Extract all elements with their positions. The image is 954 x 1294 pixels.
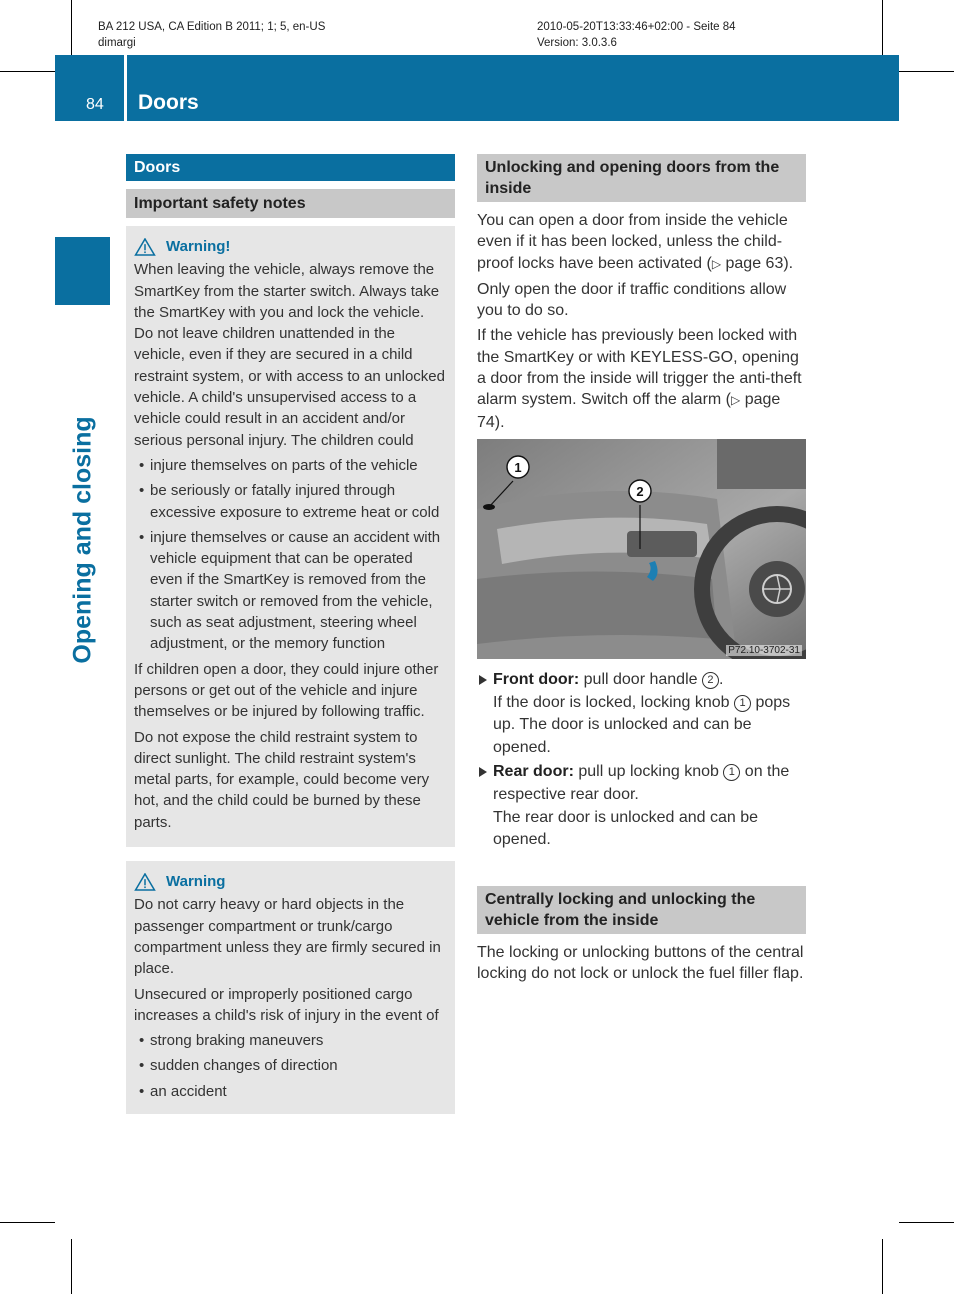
warning-paragraph: When leaving the vehicle, always remove the SmartKey from the starter switch. Always take the SmartKey with you and lock the vehicle. Do not leave children unattended in the vehicle, even if they are secured in a child restraint system, or with access to an unlocked vehicle. A child's unsupervised access to a vehicle could result in an accident and/or serious personal injury. The children could [134, 261, 445, 449]
warning-box [126, 861, 455, 1114]
door-interior-photo [477, 439, 806, 659]
callout-2-icon: 2 [702, 672, 719, 689]
warning-title-text: Warning [166, 873, 226, 891]
step-text: If the door is locked, locking knob [493, 693, 735, 711]
instruction-steps [477, 669, 806, 852]
crop-mark [882, 0, 883, 55]
print-meta-left [98, 19, 325, 51]
meta-line: 2010-05-20T13:33:46+02:00 - Seite 84 [537, 21, 736, 33]
body-text [477, 210, 806, 433]
body-text [477, 942, 806, 985]
paragraph: The locking or unlocking buttons of the central locking do not lock or unlock the fuel filler flap. [477, 943, 804, 983]
step-text: pops up. The door is unlocked and can be opened. [493, 693, 791, 756]
page-title: Doors [138, 91, 199, 114]
list-item: • sudden changes of direction [134, 1055, 447, 1076]
step-text: The rear door is unlocked and can be opened. [493, 808, 759, 849]
list-item [477, 761, 806, 851]
page-ref-link[interactable]: page 74 [477, 391, 781, 431]
paragraph-text: You can open a door from inside the vehicle even if it has been locked, unless the child-proof locks have been activated ( [477, 212, 788, 272]
side-tab-marker [55, 237, 110, 305]
crop-mark [882, 1239, 883, 1294]
page-ref-arrow-icon: ▷ [711, 256, 722, 271]
list-item [477, 669, 806, 759]
list-item: • injure themselves or cause an accident with vehicle equipment that can be operated even if the SmartKey is removed from the starter switch or removed from the vehicle, such as seat adjustment, steering wheel adjustment, or the memory function [134, 527, 447, 655]
section-heading-doors: Doors [126, 154, 455, 181]
header-divider [124, 55, 127, 121]
warning-triangle-icon [134, 873, 156, 891]
meta-line: BA 212 USA, CA Edition B 2011; 1; 5, en-US [98, 21, 326, 33]
page-number: 84 [86, 96, 104, 113]
step-label: Front door: [493, 670, 580, 688]
callout-1-icon: 1 [734, 695, 751, 712]
meta-line: Version: 3.0.3.6 [537, 37, 617, 49]
side-tab-label: Opening and closing [68, 416, 97, 664]
step-text: . [718, 670, 724, 688]
list-item: • an accident [134, 1081, 447, 1102]
paragraph-text: ). [783, 254, 794, 272]
warning-paragraph: Do not expose the child restraint system to direct sunlight. The child restraint system's metal parts, for example, could become very hot, and the child could be burned by these parts. [134, 728, 430, 831]
list-item: • injure themselves on parts of the vehicle [134, 455, 447, 476]
warning-box [126, 226, 455, 847]
warning-paragraph: If children open a door, they could injure other persons or get out of the vehicle and injure themselves or be injured by following traffic. [134, 660, 439, 721]
crop-mark [899, 1222, 954, 1223]
step-text: on the respective rear door. [493, 763, 790, 803]
crop-mark [899, 71, 954, 72]
page-ref-link[interactable]: page 63 [725, 254, 784, 272]
callout-1-label: 1 [514, 459, 522, 475]
step-text: pull up locking knob [573, 763, 724, 781]
warning-title [134, 236, 447, 257]
step-text: pull door handle [579, 670, 702, 688]
meta-line: dimargi [98, 37, 136, 49]
crop-mark [71, 1239, 72, 1294]
right-column [477, 154, 806, 988]
warning-paragraph: Do not carry heavy or hard objects in the passenger compartment or trunk/cargo compartment unless they are firmly secured in place. [134, 896, 441, 978]
list-item: • strong braking maneuvers [134, 1030, 447, 1051]
warning-title-text: Warning! [166, 238, 231, 255]
door-interior-illustration [477, 439, 806, 659]
section-heading-central-locking: Centrally locking and unlocking the vehicle from the inside [477, 886, 806, 934]
subsection-heading-safety: Important safety notes [126, 189, 455, 218]
page-ref-arrow-icon: ▷ [731, 393, 741, 408]
left-column [126, 154, 455, 1114]
paragraph-text: ). [494, 413, 505, 431]
step-label: Rear door: [493, 763, 574, 781]
photo-code: P72.10-3702-31 [728, 644, 800, 656]
paragraph [477, 325, 806, 432]
section-heading-unlocking: Unlocking and opening doors from the inside [477, 154, 806, 202]
warning-paragraph: Unsecured or improperly positioned cargo increases a child's risk of injury in the event of [134, 985, 439, 1024]
print-meta-right [537, 19, 736, 51]
callout-1-icon: 1 [723, 764, 740, 781]
crop-mark [71, 0, 72, 55]
warning-title [134, 871, 447, 892]
warning-triangle-icon [134, 238, 156, 256]
paragraph-text: If the vehicle has previously been locked with the SmartKey or with KEYLESS-GO, opening a door from the inside will trigger the anti-theft alarm system. Switch off the alarm ( [477, 327, 802, 409]
warning-bullet-list [134, 1030, 447, 1102]
warning-bullet-list [134, 455, 447, 655]
crop-mark [0, 1222, 55, 1223]
crop-mark [0, 71, 55, 72]
paragraph [477, 210, 806, 275]
callout-2-label: 2 [636, 483, 644, 499]
list-item: • be seriously or fatally injured through excessive exposure to extreme heat or cold [134, 480, 447, 523]
paragraph: Only open the door if traffic conditions allow you to do so. [477, 280, 787, 320]
